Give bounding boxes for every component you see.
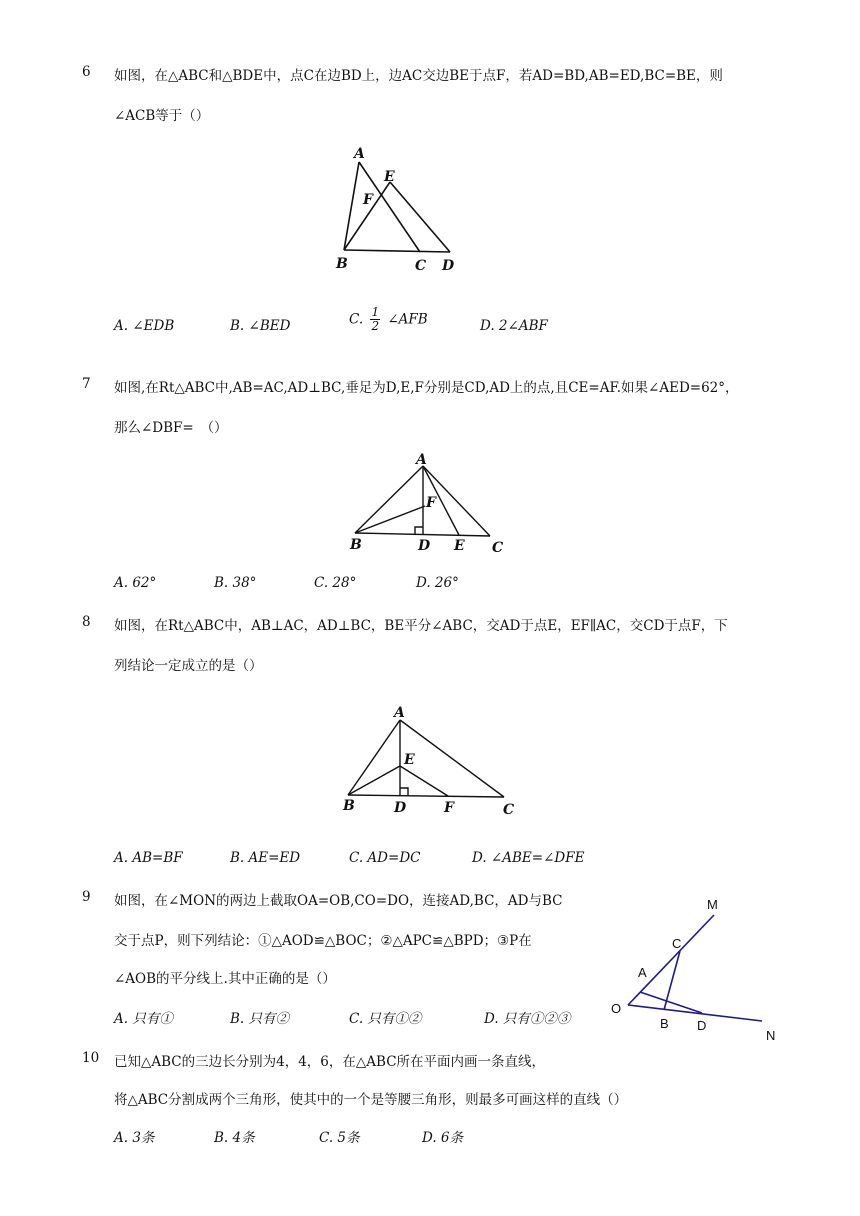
label-e: E bbox=[404, 752, 415, 768]
option-b[interactable]: B. 4条 bbox=[214, 1130, 255, 1146]
label-b: B bbox=[660, 1016, 669, 1031]
label-b: B bbox=[343, 798, 355, 814]
label-b: B bbox=[350, 537, 362, 553]
option-d[interactable]: D. ∠ABE=∠DFE bbox=[472, 850, 585, 866]
options-q9 bbox=[114, 1007, 614, 1027]
question-text-line-3: ∠AOB的平分线上.其中正确的是（） bbox=[114, 971, 336, 987]
option-d[interactable]: D. 2∠ABF bbox=[480, 318, 548, 334]
fraction-denominator: 2 bbox=[371, 319, 380, 333]
option-c[interactable]: C. 28° bbox=[314, 575, 357, 591]
question-number: 7 bbox=[82, 376, 91, 392]
option-b[interactable]: B. 38° bbox=[214, 575, 257, 591]
label-f: F bbox=[444, 800, 454, 816]
figure-q6 bbox=[330, 140, 470, 280]
question-text-line-2: 那么∠DBF= （） bbox=[114, 420, 228, 436]
question-text-line-2: 交于点P，则下列结论：①△AOD≌△BOC；②△APC≌△BPD；③P在 bbox=[114, 933, 532, 949]
label-b: B bbox=[336, 256, 348, 272]
label-e: E bbox=[384, 169, 395, 185]
label-c: C bbox=[672, 936, 682, 951]
figure-q9 bbox=[600, 895, 800, 1055]
question-text-line-1: 如图，在Rt△ABC中，AB⊥AC，AD⊥BC，BE平分∠ABC，交AD于点E，EF∥AC，交CD于点F，下 bbox=[114, 618, 728, 634]
question-text-line-2: 将△ABC分割成两个三角形，使其中的一个是等腰三角形，则最多可画这样的直线（） bbox=[114, 1092, 628, 1108]
question-text-line-2: ∠ACB等于（） bbox=[114, 108, 210, 124]
label-f: F bbox=[426, 495, 436, 511]
option-c[interactable] bbox=[349, 306, 428, 333]
label-a: A bbox=[638, 965, 647, 980]
question-text-line-1: 如图，在△ABC和△BDE中，点C在边BD上，边AC交边BE于点F，若AD=BD,AB=ED,BC=BE，则 bbox=[114, 68, 723, 84]
option-c[interactable]: C. 5条 bbox=[319, 1130, 360, 1146]
figure-q7 bbox=[345, 452, 515, 562]
option-c[interactable]: C. AD=DC bbox=[349, 850, 421, 866]
label-n: N bbox=[766, 1028, 776, 1043]
label-a: A bbox=[394, 705, 405, 721]
label-d: D bbox=[394, 800, 407, 816]
question-text-line-1: 如图,在Rt△ABC中,AB=AC,AD⊥BC,垂足为D,E,F分别是CD,AD上的点,且CE=AF.如果∠AED=62°， bbox=[114, 380, 739, 396]
question-text-line-1: 已知△ABC的三边长分别为4，4，6，在△ABC所在平面内画一条直线， bbox=[114, 1054, 546, 1070]
label-d: D bbox=[442, 258, 455, 274]
label-a: A bbox=[416, 452, 427, 468]
option-a[interactable]: A. 3条 bbox=[114, 1130, 155, 1146]
question-number: 10 bbox=[82, 1050, 100, 1066]
label-a: A bbox=[354, 146, 365, 162]
label-c: C bbox=[415, 258, 427, 274]
option-c-letter: C. bbox=[349, 311, 364, 328]
option-d[interactable]: D. 6条 bbox=[422, 1130, 464, 1146]
option-b[interactable]: B. 只有② bbox=[230, 1011, 290, 1027]
option-c-text: ∠AFB bbox=[387, 311, 428, 328]
fraction-one-half bbox=[370, 306, 380, 333]
option-a[interactable]: A. ∠EDB bbox=[114, 318, 175, 334]
label-e: E bbox=[454, 538, 465, 554]
option-d[interactable]: D. 只有①②③ bbox=[484, 1011, 571, 1027]
label-d: D bbox=[418, 538, 431, 554]
option-b[interactable]: B. ∠BED bbox=[230, 318, 291, 334]
fraction-numerator: 1 bbox=[371, 305, 380, 319]
options-q10 bbox=[114, 1126, 614, 1146]
option-a[interactable]: A. 62° bbox=[114, 575, 157, 591]
question-number: 6 bbox=[82, 64, 91, 80]
label-c: C bbox=[492, 540, 504, 556]
label-m: M bbox=[707, 897, 718, 912]
label-o: O bbox=[611, 1001, 622, 1016]
question-number: 9 bbox=[82, 889, 91, 905]
option-b[interactable]: B. AE=ED bbox=[230, 850, 301, 866]
option-a[interactable]: A. AB=BF bbox=[114, 850, 183, 866]
figure-q8 bbox=[338, 700, 528, 820]
question-text-line-1: 如图，在∠MON的两边上截取OA=OB,CO=DO，连接AD,BC，AD与BC bbox=[114, 893, 563, 909]
option-c[interactable]: C. 只有①② bbox=[349, 1011, 422, 1027]
option-d[interactable]: D. 26° bbox=[416, 575, 459, 591]
label-d: D bbox=[697, 1018, 707, 1033]
question-text-line-2: 列结论一定成立的是（） bbox=[114, 658, 263, 674]
question-number: 8 bbox=[82, 614, 91, 630]
label-f: F bbox=[363, 192, 373, 208]
label-c: C bbox=[503, 802, 515, 818]
option-a[interactable]: A. 只有① bbox=[114, 1011, 173, 1027]
